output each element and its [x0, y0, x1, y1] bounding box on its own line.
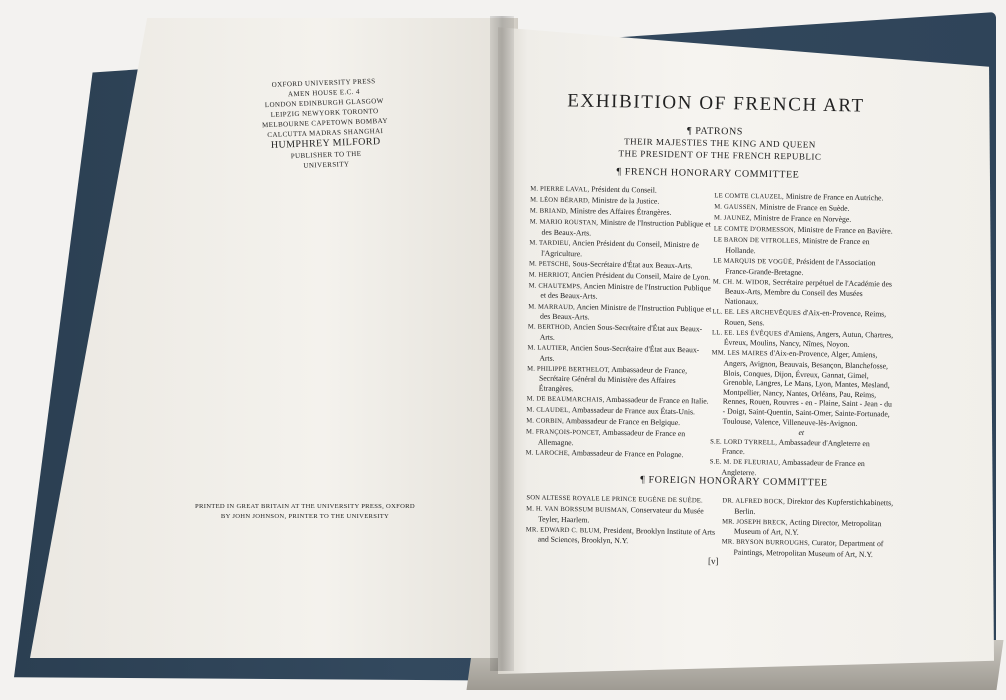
foreign-committee-left-column [526, 492, 717, 548]
french-committee-left-column [526, 183, 715, 461]
book-gutter [490, 16, 514, 671]
committee-member-name: M. MARIO ROUSTAN, [529, 218, 599, 227]
committee-member-name: S.E. M. DE FLEURIAU, [709, 458, 781, 468]
committee-member-title: Ambassadeur de France en Allemagne. [537, 427, 686, 447]
committee-member-title: Ancien Président du Conseil, Maire de Lyon. [569, 269, 711, 282]
committee-member-name: LE MARQUIS DE VOGÜÉ, [713, 257, 795, 266]
committee-member-title: Ministre de France en Hollande. [725, 236, 870, 256]
committee-entry [527, 342, 711, 365]
committee-member-title: d'Aix-en-Provence, Reims, Rouen, Sens. [724, 307, 887, 327]
committee-member-title: Ministre de France en Autriche. [783, 191, 884, 203]
committee-entry [528, 280, 712, 303]
committee-member-name: SON ALTESSE ROYALE LE PRINCE EUGÈNE DE SUÈDE. [526, 494, 703, 505]
committee-entry [710, 436, 892, 459]
imprint-line: PUBLISHER TO THE [290, 149, 362, 161]
french-committee-heading: ¶ FRENCH HONORARY COMMITTEE [616, 166, 800, 181]
committee-entry [712, 306, 894, 329]
imprint-line: CALCUTTA MADRAS SHANGHAI [267, 126, 384, 140]
foreign-committee-heading: ¶ FOREIGN HONORARY COMMITTEE [640, 474, 828, 489]
committee-member-name: M. LAUTIER, [527, 344, 569, 353]
committee-member-name: MM. LES MAIRES [711, 349, 768, 358]
committee-member-title: Acting Director, Metropolitan Museum of Art, N.Y. [733, 517, 882, 538]
committee-member-name: M. MARRAUD, [528, 302, 576, 311]
committee-entry [527, 363, 711, 396]
printer-note-line: BY JOHN JOHNSON, PRINTER TO THE UNIVERSITY [220, 513, 390, 520]
committee-member-title: et [798, 427, 805, 437]
committee-member-name: M. FRANÇOIS-PONCET, [526, 428, 601, 437]
committee-member-title: Ancien Ministre de l'Instruction Publique et des Beaux-Arts. [540, 281, 711, 302]
committee-entry [528, 322, 712, 345]
page-number: [v] [707, 555, 719, 567]
committee-member-title: Ambassadeur d'Angleterre en France. [721, 437, 870, 457]
committee-member-title: Ministre de l'Instruction Publique et des Beaux-Arts. [541, 217, 711, 238]
imprint-line: LEIPZIG NEWYORK TORONTO [270, 107, 379, 119]
committee-entry [529, 237, 713, 260]
committee-member-title: Ancien Sous-Secrétaire d'État aux Beaux-Arts. [539, 322, 703, 342]
patron-line: THEIR MAJESTIES THE KING AND QUEEN [624, 136, 816, 150]
committee-member-title: Ambassadeur de France en Angleterre. [721, 458, 865, 478]
committee-member-name: M. H. VAN BORSSUM BUISMAN, [526, 505, 629, 515]
committee-member-name: M. PHILIPPE BERTHELOT, [527, 364, 610, 374]
committee-member-title: Ancien Ministre de l'Instruction Publique et des Beaux-Arts. [540, 301, 712, 322]
committee-member-title: d'Amiens, Angers, Autun, Chartres, Évreux, Moulins, Nancy, Nîmes, Noyon. [723, 328, 894, 350]
committee-member-name: M. DE BEAUMARCHAIS, [526, 395, 605, 404]
page-title: EXHIBITION OF FRENCH ART [567, 90, 865, 117]
imprint-line: AMEN HOUSE E.C. 4 [287, 87, 361, 99]
committee-member-title: Ambassadeur de France en Pologne. [569, 447, 684, 459]
committee-entry [526, 427, 710, 450]
committee-entry [713, 235, 895, 258]
committee-member-title: Ambassadeur de France aux États-Unis. [570, 405, 695, 417]
committee-member-name: M. JAUNEZ, [713, 214, 752, 223]
committee-member-title: Ambassadeur de France en Belgique. [563, 416, 681, 428]
committee-member-title: Secrétaire perpétuel de l'Académie des Beaux-Arts, Membre du Conseil des Musées Nationaux. [724, 277, 892, 307]
committee-member-title: Président de l'Association France-Grande-Bretagne. [725, 256, 876, 277]
committee-member-name: M. PIERRE LAVAL, [530, 185, 590, 194]
committee-member-name: M. BERTHOD, [527, 323, 572, 332]
committee-entry [712, 327, 894, 350]
committee-member-title: Direktor des Kupferstichkabinetts, Berlin. [734, 496, 894, 516]
committee-member-name: M. CORBIN, [526, 417, 565, 426]
committee-entry [722, 495, 906, 518]
foreign-committee-right-column [721, 495, 906, 560]
committee-member-name: DR. ALFRED BOCK, [722, 497, 786, 506]
committee-entry [526, 524, 716, 548]
committee-member-title: Ministre des Affaires Étrangères. [567, 206, 672, 218]
committee-member-name: M. GAUSSEN, [714, 203, 758, 212]
committee-member-name: LE BARON DE VITROLLES, [713, 236, 801, 246]
committee-entry [722, 516, 906, 539]
committee-member-name: LL. EE. LES ARCHEVÊQUES [712, 308, 802, 317]
imprint-line: OXFORD UNIVERSITY PRESS [271, 77, 376, 89]
committee-member-name: M. TARDIEU, [529, 239, 571, 248]
committee-member-title: President, Brooklyn Institute of Arts and Sciences, Brooklyn, N.Y. [537, 525, 716, 546]
committee-member-name: MR. BRYSON BURROUGHS, [721, 538, 810, 548]
committee-member-title: Ministre de France en Suède. [757, 202, 850, 213]
committee-member-name: M. BRIAND, [529, 207, 569, 216]
committee-member-title: Ministre de France en Bavière. [795, 225, 893, 236]
committee-member-title: Sous-Secrétaire d'État aux Beaux-Arts. [570, 258, 693, 270]
printer-note-line: PRINTED IN GREAT BRITAIN AT THE UNIVERSITY PRESS, OXFORD [195, 503, 415, 510]
imprint-line: UNIVERSITY [303, 160, 350, 170]
patron-line: THE PRESIDENT OF THE FRENCH REPUBLIC [618, 148, 822, 162]
printer-note [190, 502, 420, 522]
committee-member-title: Ancien Président du Conseil, Ministre de l'Agriculture. [541, 238, 700, 258]
committee-member-name: S.E. LORD TYRRELL, [710, 438, 778, 447]
committee-member-name: MR. EDWARD C. BLUM, [525, 526, 602, 535]
committee-member-title: Ambassadeur de France en Italie. [604, 394, 709, 406]
committee-member-name: LE COMTE D'ORMESSON, [713, 225, 796, 235]
committee-member-title: Président du Conseil. [589, 184, 657, 195]
french-committee-right-column [710, 190, 897, 480]
committee-member-name: M. LÉON BÉRARD, [530, 196, 590, 205]
patrons-heading: ¶ PATRONS [686, 125, 744, 138]
committee-member-title: Conservateur du Musée Teyler, Haarlem. [537, 505, 704, 525]
committee-entry [713, 276, 895, 309]
committee-entry [528, 301, 712, 324]
committee-member-name: M. CLAUDEL, [526, 406, 571, 415]
committee-member-name: M. HERRIOT, [528, 271, 570, 279]
committee-member-title: Ambassadeur de France, Secrétaire Général du Ministère des Affaires Étrangères. [538, 364, 688, 393]
committee-member-name: M. LAROCHE, [525, 449, 570, 457]
committee-member-name: LL. EE. LES ÉVÊQUES [711, 329, 783, 338]
imprint-line: LONDON EDINBURGH GLASGOW [264, 96, 384, 110]
committee-member-title: d'Aix-en-Provence, Alger, Amiens, Angers, Avignon, Beauvais, Besançon, Blanchefosse, Blois, Conques, Dijon, Évreux, Gannat, Gimel, Grenoble, Langres, Le Mans, Lyon, Mantes, Mesland, Montpellier, Nancy, Nantes, Orléans, Pau, Reims, Rennes, Rouen, Rouvres - en - Plaine, Saint - Jean - du - Doigt, Saint-Quentin, Saint-Omer, Sainte-Fortunade, Toulouse, Valence, Villeneuve-lès-Avignon. [722, 348, 892, 428]
committee-member-name: LE COMTE CLAUZEL, [714, 192, 784, 201]
committee-member-name: M. CHAUTEMPS, [528, 282, 583, 291]
committee-member-title: Ministre de la Justice. [589, 195, 660, 206]
committee-member-name: MR. JOSEPH BRECK, [722, 518, 788, 527]
committee-entry [721, 537, 905, 560]
committee-entry [710, 348, 893, 429]
committee-entry [529, 217, 713, 240]
imprint-publisher: HUMPHREY MILFORD [270, 136, 381, 151]
publisher-imprint [248, 75, 401, 172]
committee-member-name: M. PETSCHE, [528, 260, 571, 268]
committee-member-title: Ancien Sous-Secrétaire d'État aux Beaux-Arts. [539, 343, 700, 363]
committee-entry [713, 255, 895, 278]
committee-member-title: Curator, Department of Paintings, Metropolitan Museum of Art, N.Y. [733, 538, 884, 559]
imprint-line: MELBOURNE CAPETOWN BOMBAY [261, 116, 389, 130]
committee-member-title: Ministre de France en Norvège. [751, 213, 852, 225]
committee-member-name: M. CH. M. WIDOR, [712, 278, 771, 287]
committee-entry [526, 503, 716, 527]
